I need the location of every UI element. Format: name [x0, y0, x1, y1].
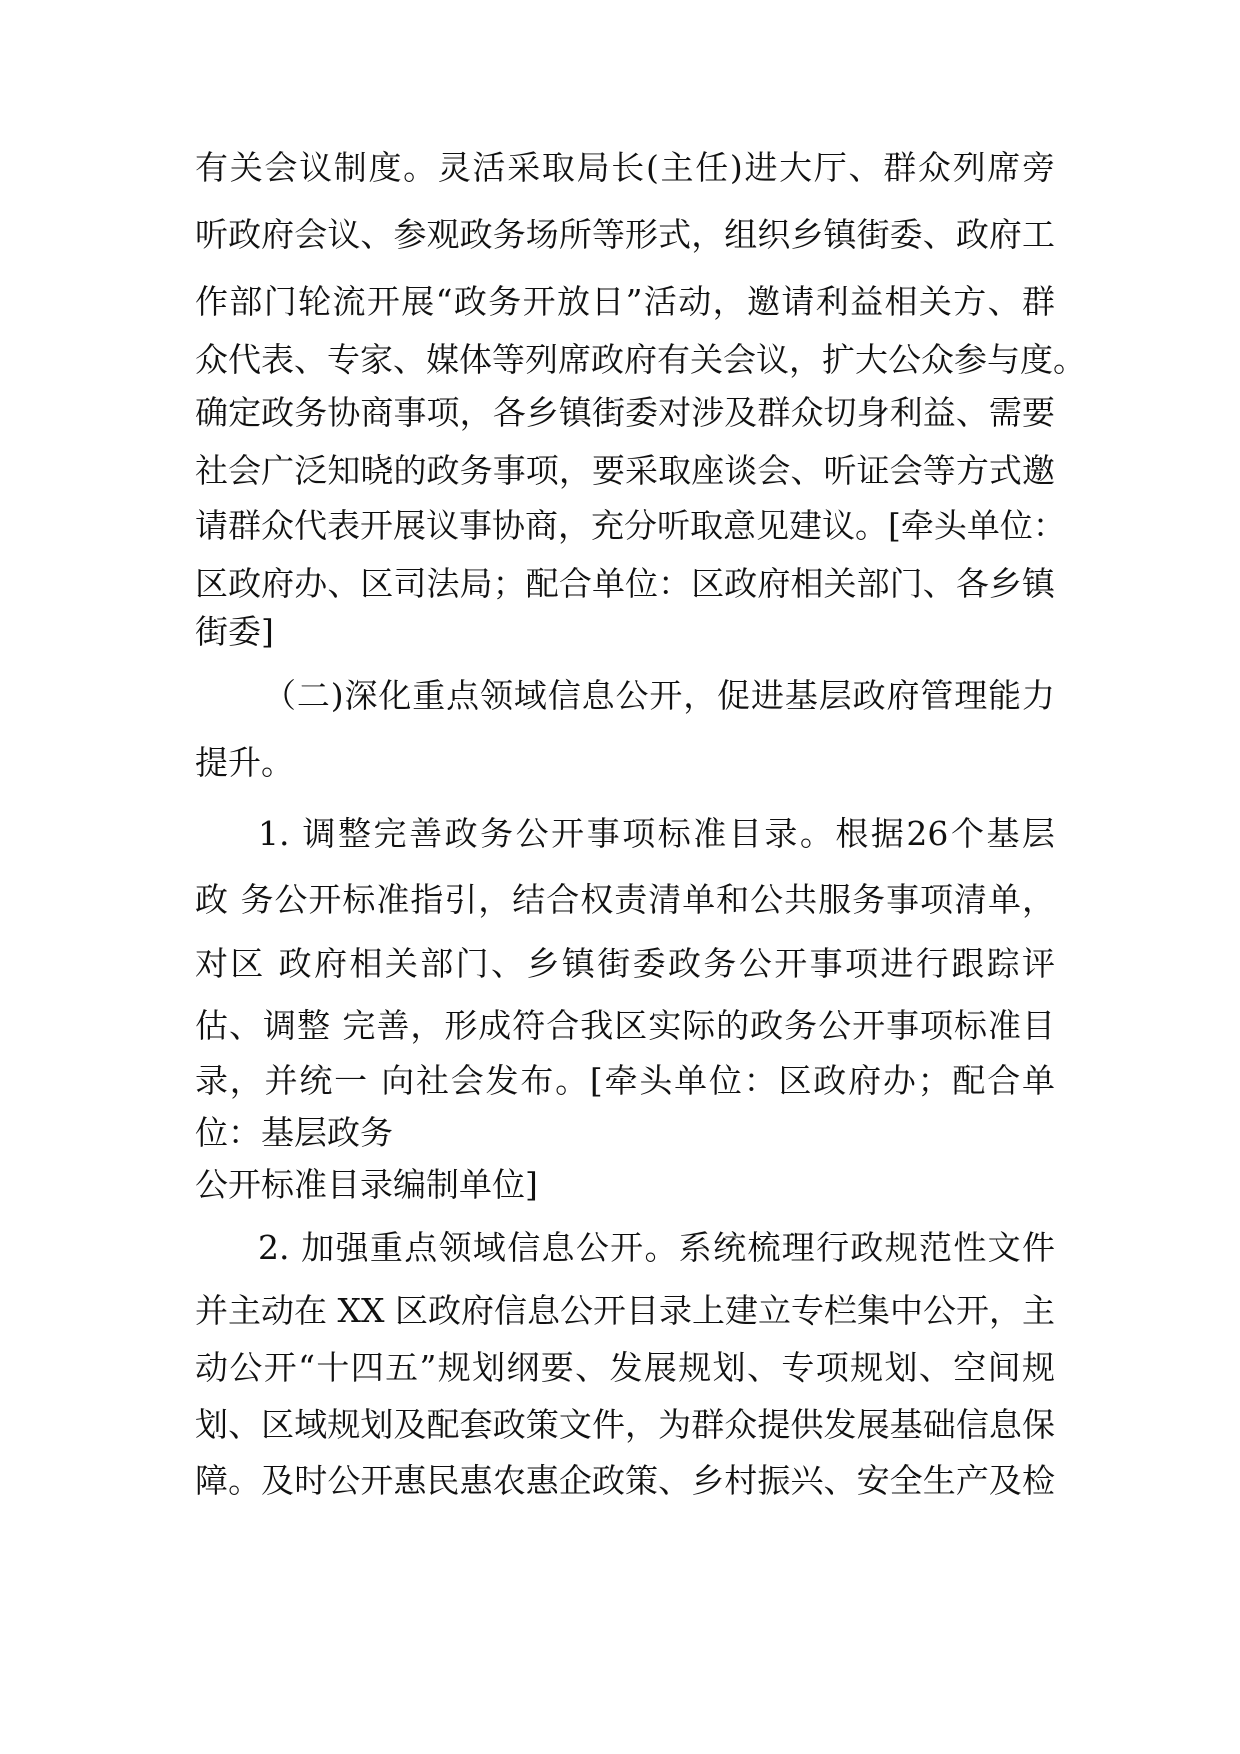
body-text-line: 对区 政府相关部门、乡镇街委政务公开事项进行跟踪评	[195, 944, 1055, 983]
body-text-line: 区政府办、区司法局；配合单位：区政府相关部门、各乡镇	[195, 564, 1055, 603]
section-heading-continuation: 提升。	[195, 743, 294, 782]
body-text-line: 确定政务协商事项，各乡镇街委对涉及群众切身利益、需要	[195, 393, 1055, 432]
body-text-line: 障。及时公开惠民惠农惠企政策、乡村振兴、安全生产及检	[195, 1461, 1055, 1500]
body-text-line: 位：基层政务	[195, 1113, 393, 1152]
body-text-line: 听政府会议、参观政务场所等形式，组织乡镇街委、政府工	[195, 215, 1055, 254]
body-text-line: 街委]	[195, 612, 274, 651]
body-text-line: 请群众代表开展议事协商，充分听取意见建议。[牵头单位：	[195, 506, 1066, 545]
body-text-line: 划、区域规划及配套政策文件，为群众提供发展基础信息保	[195, 1405, 1055, 1444]
body-text-line: 有关会议制度。灵活采取局长(主任)进大厅、群众列席旁	[195, 148, 1055, 187]
body-text-line: 录，并统一 向社会发布。[牵头单位：区政府办；配合单	[195, 1061, 1055, 1100]
body-text-line: 众代表、专家、媒体等列席政府有关会议，扩大公众参与度。	[195, 340, 1086, 379]
body-text-line: 估、调整 完善，形成符合我区实际的政务公开事项标准目	[195, 1006, 1055, 1045]
body-text-line: 社会广泛知晓的政务事项，要采取座谈会、听证会等方式邀	[195, 451, 1055, 490]
item-heading: 2. 加强重点领域信息公开。系统梳理行政规范性文件	[258, 1228, 1055, 1267]
item-heading: 1. 调整完善政务公开事项标准目录。根据26个基层	[258, 814, 1055, 853]
body-text-line: 并主动在 XX 区政府信息公开目录上建立专栏集中公开，主	[195, 1291, 1055, 1330]
body-text-line: 公开标准目录编制单位]	[195, 1165, 538, 1204]
body-text-line: 动公开“十四五”规划纲要、发展规划、专项规划、空间规	[195, 1348, 1055, 1387]
body-text-line: 作部门轮流开展“政务开放日”活动，邀请利益相关方、群	[195, 282, 1055, 321]
body-text-line: 政 务公开标准指引，结合权责清单和公共服务事项清单，	[195, 880, 1055, 919]
section-heading: （二)深化重点领域信息公开，促进基层政府管理能力	[263, 676, 1055, 715]
